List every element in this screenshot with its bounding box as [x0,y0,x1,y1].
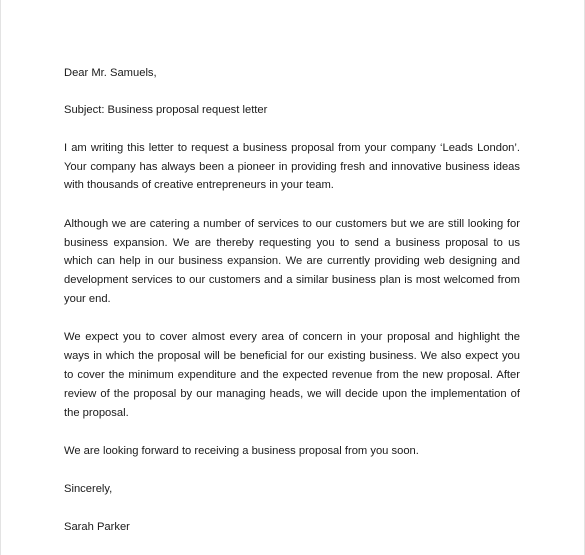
letter-body [64,64,520,537]
signature-name: Sarah Parker [64,520,130,533]
paragraph-closing-remark: We are looking forward to receiving a business proposal from you soon. [64,444,419,457]
subject-line: Subject: Business proposal request letter [64,104,268,117]
paragraph-expectations: We expect you to cover almost every area of concern in your proposal and highlight the ways in which the proposal will be beneficial for our existing business. We also expect you to cover the minimum expenditure and the expected revenue from the new proposal. After review of the proposal by our managing heads, we will decide upon the implementation of the proposal. [64,331,520,419]
paragraph-intro: I am writing this letter to request a business proposal from your company ‘Leads London’. Your company has always been a pioneer in providing fresh and innovative business ideas with thousands of creative entrepreneurs in your team. [64,141,520,192]
salutation: Dear Mr. Samuels, [64,67,157,79]
paragraph-expansion: Although we are catering a number of services to our customers but we are still looking for business expansion. We are thereby requesting you to send a business proposal to us which can help in our business expansion. We are currently providing web designing and development services to our customers and a similar business plan is most welcomed from your end. [64,217,520,305]
closing: Sincerely, [64,483,113,496]
